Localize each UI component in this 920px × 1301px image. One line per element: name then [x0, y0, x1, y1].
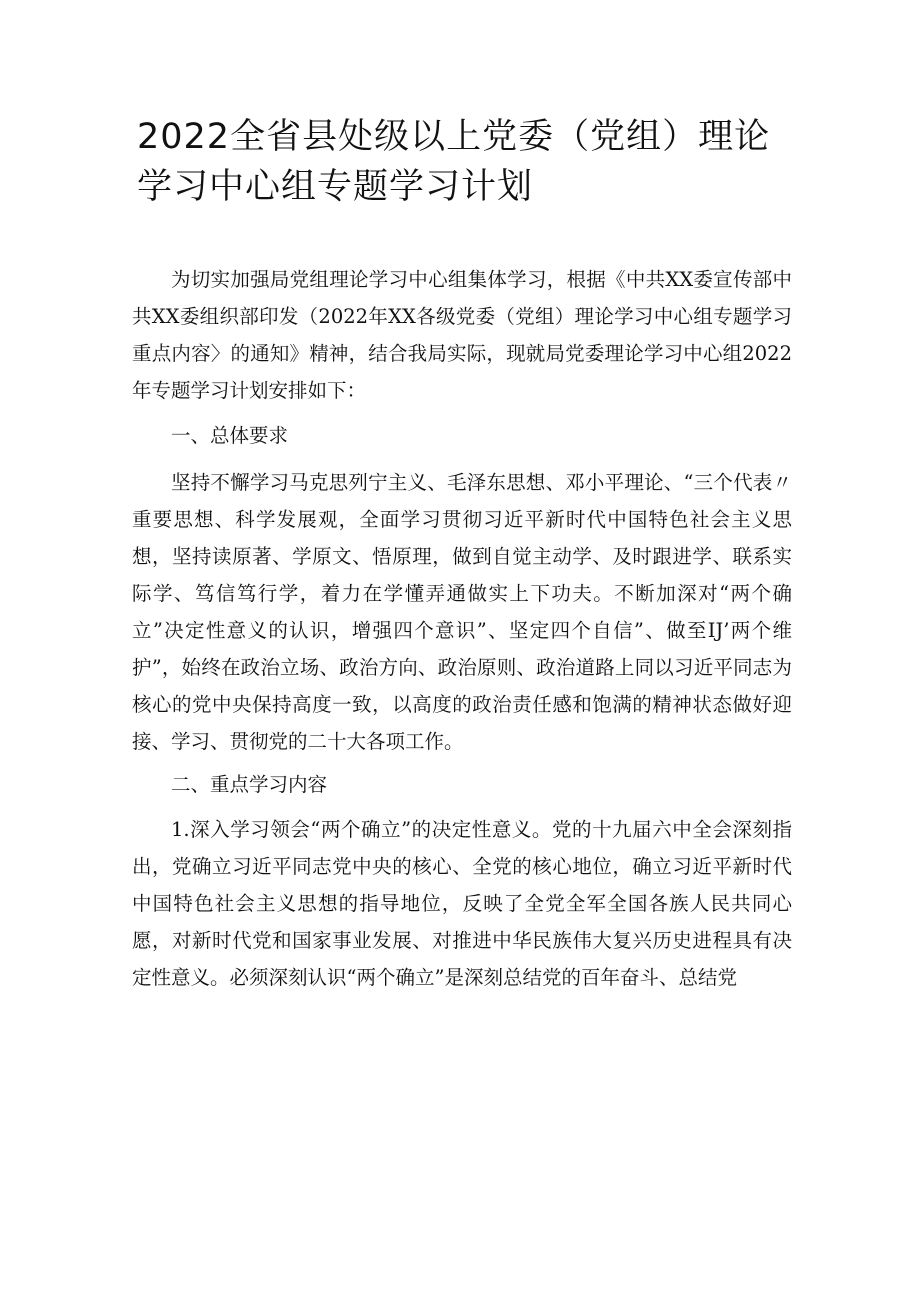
- general-requirements-paragraph: 坚持不懈学习马克思列宁主义、毛泽东思想、邓小平理论、“三个代表〃重要思想、科学发展观，全面学习贯彻习近平新时代中国特色社会主义思想，坚持读原著、学原文、悟原理，做到自觉主动学、及时跟进学、联系实际学、笃信笃行学，着力在学懂弄通做实上下功夫。不断加深对“两个确立”决定性意义的认识，增强四个意识”、坚定四个自信”、做至IJ’两个维护”，始终在政治立场、政治方向、政治原则、政治道路上同以习近平同志为核心的党中央保持高度一致，以高度的政治责任感和饱满的精神状态做好迎接、学习、贯彻党的二十大各项工作。: [132, 471, 792, 753]
- intro-paragraph: 为切实加强局党组理论学习中心组集体学习，根据《中共XX委宣传部中共XX委组织部印发（2022年XX各级党委（党组）理论学习中心组专题学习重点内容〉的通知》精神，结合我局实际，现就局党委理论学习中心组2022年专题学习计划安排如下：: [132, 268, 792, 402]
- key-content-paragraph-1: 1.深入学习领会“两个确立”的决定性意义。党的十九届六中全会深刻指出，党确立习近平同志党中央的核心、全党的核心地位，确立习近平新时代中国特色社会主义思想的指导地位，反映了全党全军全国各族人民共同心愿，对新时代党和国家事业发展、对推进中华民族伟大复兴历史进程具有决定性意义。必须深刻认识“两个确立”是深刻总结党的百年奋斗、总结党: [132, 818, 792, 989]
- section-heading-key-content: 二、重点学习内容: [171, 773, 328, 796]
- document-title: 2022全省县处级以上党委（党组）理论学习中心组专题学习计划: [137, 117, 771, 207]
- document-body: [132, 261, 792, 996]
- section-heading-general-requirements: 一、总体要求: [171, 424, 289, 447]
